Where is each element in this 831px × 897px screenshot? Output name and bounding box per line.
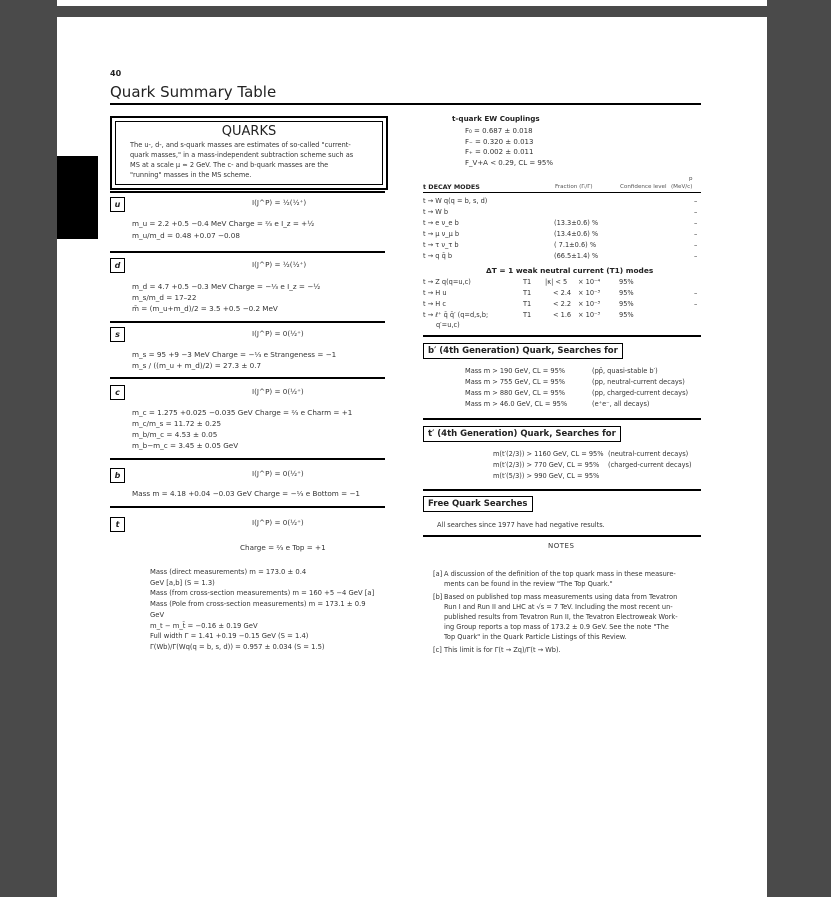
quark-t-charge: Charge = ⅔ e Top = +1 — [240, 543, 326, 552]
tprime-row — [423, 472, 701, 482]
quark-t-label: t — [110, 517, 125, 532]
quark-t-properties — [150, 567, 374, 653]
tprime-row — [423, 450, 701, 460]
decay-p: – — [694, 230, 698, 238]
section-rule — [110, 191, 385, 193]
fcnc-type: T1 — [523, 311, 532, 319]
bprime-row — [423, 389, 701, 399]
decay-p: – — [694, 197, 698, 205]
decay-fraction: (13.3±0.6) % — [554, 219, 599, 227]
title-rule — [110, 103, 701, 105]
previous-page-edge — [57, 0, 767, 6]
quark-d-line: m_s/m_d = 17–22 — [132, 293, 197, 302]
quarks-box-line: MS at a scale μ ≈ 2 GeV. The c- and b-quark masses are the — [130, 161, 329, 169]
section-thumb-tab — [57, 156, 98, 239]
tprime-row — [423, 461, 701, 471]
quark-s-label: s — [110, 327, 125, 342]
note-line: ments can be found in the review "The Top Quark." — [444, 580, 613, 588]
fcnc-type: T1 — [523, 300, 532, 308]
fcnc-exp: × 10⁻³ — [578, 311, 601, 319]
section-rule — [110, 506, 385, 508]
bprime-limit: Mass m > 190 GeV, CL = 95% — [465, 367, 566, 375]
decay-header-p-unit: (MeV/c) — [671, 184, 693, 190]
fcnc-limit: < 2.2 — [553, 300, 572, 308]
fcnc-cl: 95% — [619, 289, 634, 297]
tprime-limit: m(t′(5/3)) > 990 GeV, CL = 95% — [493, 472, 600, 480]
decay-row — [423, 219, 701, 229]
bprime-note: (e⁺e⁻, all decays) — [592, 400, 650, 408]
fcnc-continuation: q′=u,c) — [436, 321, 460, 329]
section-rule — [423, 489, 701, 491]
tprime-limit: m(t′(2/3)) > 1160 GeV, CL = 95% — [493, 450, 604, 458]
fcnc-p: – — [694, 300, 698, 308]
decay-fraction: (66.5±1.4) % — [554, 252, 599, 260]
decay-header-mode: t DECAY MODES — [423, 183, 480, 191]
quarks-box-line: The u-, d-, and s-quark masses are estimates of so-called "current- — [130, 141, 351, 149]
decay-fraction: (13.4±0.6) % — [554, 230, 599, 238]
quark-s-line: m_s = 95 +9 −3 MeV Charge = −⅓ e Strangeness = −1 — [132, 350, 337, 359]
quark-d-line: m_d = 4.7 +0.5 −0.3 MeV Charge = −⅓ e I_z = −½ — [132, 282, 321, 291]
fcnc-mode: t → H u — [423, 289, 447, 297]
quark-t-line: Mass (from cross-section measurements) m = 160 +5 −4 GeV [a] — [150, 589, 375, 598]
quark-t-line: Full width Γ = 1.41 +0.19 −0.15 GeV (S = 1.4) — [150, 632, 309, 641]
free-quark-title: Free Quark Searches — [423, 496, 533, 512]
decay-mode: t → τ ν_τ b — [423, 241, 459, 249]
bprime-limit: Mass m > 46.0 GeV, CL = 95% — [465, 400, 568, 408]
note-line: Run I and Run II and LHC at √s = 7 TeV. Including the most recent un- — [444, 603, 673, 611]
fcnc-exp: × 10⁻³ — [578, 300, 601, 308]
quark-s-quantum: I(J^P) = 0(½⁺) — [252, 329, 304, 338]
tprime-note: (neutral-current decays) — [608, 450, 689, 458]
note-line: This limit is for Γ(t → Zq)/Γ(t → Wb). — [444, 646, 561, 654]
quark-c-line: m_c = 1.275 +0.025 −0.035 GeV Charge = ⅔ e Charm = +1 — [132, 408, 353, 417]
quark-t-quantum: I(J^P) = 0(½⁺) — [252, 518, 304, 527]
note-line: published results from Tevatron Run II, the Tevatron Electroweak Work- — [444, 613, 678, 621]
bprime-limit: Mass m > 755 GeV, CL = 95% — [465, 378, 566, 386]
quark-b-label: b — [110, 468, 125, 483]
quark-b-line: Mass m = 4.18 +0.04 −0.03 GeV Charge = −⅓ e Bottom = −1 — [132, 489, 360, 498]
fcnc-row — [423, 300, 701, 310]
fcnc-mode: t → H c — [423, 300, 446, 308]
decay-p: – — [694, 252, 698, 260]
fcnc-limit: < 2.4 — [553, 289, 572, 297]
quark-d-quantum: I(J^P) = ½(½⁺) — [252, 260, 307, 269]
quarks-box-line: quark masses," in a mass-independent subtraction scheme such as — [130, 151, 354, 159]
section-rule — [423, 335, 701, 337]
document-page — [57, 17, 767, 897]
decay-header-rule — [423, 192, 701, 193]
fcnc-mode: t → ℓ⁺ q̄ q̄′ (q=d,s,b; — [423, 311, 489, 319]
ew-couplings — [465, 126, 553, 168]
note-label: [a] — [433, 570, 443, 578]
tprime-note: (charged-current decays) — [608, 461, 692, 469]
quark-c-label: c — [110, 385, 125, 400]
quark-c-quantum: I(J^P) = 0(½⁺) — [252, 387, 304, 396]
quark-t-line: Γ(Wb)/Γ(Wq(q = b, s, d)) = 0.957 ± 0.034 (S = 1.5) — [150, 642, 325, 651]
decay-header-cl: Confidence level — [620, 184, 667, 190]
section-rule — [110, 251, 385, 253]
notes-title: NOTES — [548, 542, 575, 550]
quark-c-line: m_b/m_c = 4.53 ± 0.05 — [132, 430, 218, 439]
fcnc-cl: 95% — [619, 311, 634, 319]
decay-header-fraction: Fraction (Γᵢ/Γ) — [555, 184, 593, 190]
decay-p: – — [694, 208, 698, 216]
section-rule — [110, 377, 385, 379]
note-label: [c] — [433, 646, 442, 654]
tprime-title: t′ (4th Generation) Quark, Searches for — [423, 426, 621, 442]
quark-u-line: m_u/m_d = 0.48 +0.07 −0.08 — [132, 231, 240, 240]
quark-s-line: m_s / ((m_u + m_d)/2) = 27.3 ± 0.7 — [132, 361, 262, 370]
bprime-note: (pp̄, quasi-stable b′) — [592, 367, 658, 375]
page-number: 40 — [110, 69, 122, 78]
tprime-limit: m(t′(2/3)) > 770 GeV, CL = 95% — [493, 461, 600, 469]
bprime-note: (pp, neutral-current decays) — [592, 378, 685, 386]
ew-line: F₊ = 0.002 ± 0.011 — [465, 148, 534, 157]
ew-line: F_V+A < 0.29, CL = 95% — [465, 158, 553, 167]
section-rule — [423, 535, 701, 537]
quark-t-line: m_t − m_t̄ = −0.16 ± 0.19 GeV — [150, 621, 258, 630]
decay-fraction: ( 7.1±0.6) % — [554, 241, 597, 249]
note-label: [b] — [433, 593, 443, 601]
bprime-row — [423, 367, 701, 377]
decay-p: – — [694, 241, 698, 249]
section-rule — [423, 418, 701, 420]
fcnc-cl: 95% — [619, 300, 634, 308]
page-title: Quark Summary Table — [110, 83, 277, 101]
section-rule — [110, 458, 385, 460]
decay-row — [423, 252, 701, 262]
ew-line: F₀ = 0.687 ± 0.018 — [465, 127, 533, 135]
fcnc-row — [423, 278, 701, 288]
fcnc-row — [423, 311, 701, 321]
fcnc-cl: 95% — [619, 278, 634, 286]
decay-mode: t → μ ν_μ b — [423, 230, 460, 238]
bprime-row — [423, 400, 701, 410]
quarks-box-title: QUARKS — [221, 124, 277, 139]
ew-line: F₋ = 0.320 ± 0.013 — [465, 137, 534, 146]
quarks-box-line: "running" masses in the MS scheme. — [130, 171, 252, 179]
note-line: A discussion of the definition of the top quark mass in these measure- — [444, 570, 676, 578]
fcnc-type: T1 — [523, 289, 532, 297]
quark-u-line: m_u = 2.2 +0.5 −0.4 MeV Charge = ⅔ e I_z = +½ — [132, 219, 315, 228]
fcnc-type: T1 — [523, 278, 532, 286]
bprime-title: b′ (4th Generation) Quark, Searches for — [423, 343, 623, 359]
quark-c-line: m_b−m_c = 3.45 ± 0.05 GeV — [132, 441, 239, 450]
decay-row — [423, 208, 701, 218]
fcnc-exp: × 10⁻³ — [578, 289, 601, 297]
note-line: Based on published top mass measurements using data from Tevatron — [444, 593, 678, 601]
quark-b-quantum: I(J^P) = 0(½⁺) — [252, 469, 304, 478]
decay-mode: t → q q̄ b — [423, 252, 453, 260]
bprime-limit: Mass m > 880 GeV, CL = 95% — [465, 389, 566, 397]
fcnc-mode: t → Z q(q=u,c) — [423, 278, 471, 286]
quark-t-line: Mass (direct measurements) m = 173.0 ± 0.4 — [150, 568, 307, 576]
fcnc-row — [423, 289, 701, 299]
section-rule — [110, 321, 385, 323]
quark-c-line: m_c/m_s = 11.72 ± 0.25 — [132, 419, 222, 428]
quark-t-line: GeV [a,b] (S = 1.3) — [150, 578, 215, 587]
quarks-intro-box — [110, 116, 388, 190]
decay-mode: t → W q(q = b, s, d) — [423, 197, 488, 205]
fcnc-limit: |κ| < 5 — [545, 278, 568, 286]
decay-p: – — [694, 219, 698, 227]
note-line: ing Group reports a top mass of 173.2 ± 0.9 GeV. See the note "The — [444, 623, 669, 631]
bprime-note: (pp, charged-current decays) — [592, 389, 689, 397]
fcnc-limit: < 1.6 — [553, 311, 572, 319]
quark-u-label: u — [110, 197, 125, 212]
ew-couplings-title: t-quark EW Couplings — [452, 114, 540, 123]
quark-d-label: d — [110, 258, 125, 273]
quark-d-line: m̄ = (m_u+m_d)/2 = 3.5 +0.5 −0.2 MeV — [132, 304, 278, 313]
decay-header-p: p — [689, 176, 693, 182]
quark-t-line: GeV — [150, 610, 165, 619]
quark-t-line: Mass (Pole from cross-section measurements) m = 173.1 ± 0.9 — [150, 600, 366, 609]
decay-row — [423, 197, 701, 207]
decay-mode: t → W b — [423, 208, 449, 216]
decay-row — [423, 230, 701, 240]
note-line: Top Quark" in the Quark Particle Listings of this Review. — [444, 633, 627, 641]
decay-mode: t → e ν_e b — [423, 219, 459, 227]
fcnc-exp: × 10⁻⁴ — [578, 278, 601, 286]
fcnc-p: – — [694, 289, 698, 297]
bprime-row — [423, 378, 701, 388]
decay-row — [423, 241, 701, 251]
quark-u-quantum: I(J^P) = ½(½⁺) — [252, 198, 307, 207]
free-quark-text: All searches since 1977 have had negative results. — [437, 521, 605, 529]
fcnc-title: ΔT = 1 weak neutral current (T1) modes — [486, 266, 654, 275]
